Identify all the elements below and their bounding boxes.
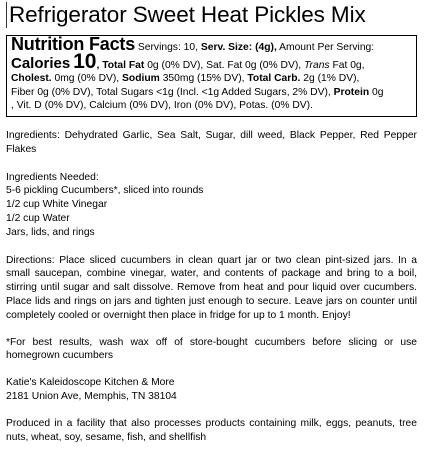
cholesterol-value: 0mg (0% DV), — [54, 73, 120, 85]
ingredients-needed-list — [6, 184, 417, 239]
list-item: 5-6 pickling Cucumbers*, sliced into rounds — [6, 185, 204, 197]
total-carb-label: Total Carb. — [247, 73, 301, 85]
company-name: Katie's Kaleidoscope Kitchen & More — [6, 377, 175, 389]
ingredients-text: Ingredients: Dehydrated Garlic, Sea Salt, Sugar, dill weed, Black Pepper, Red Pepper Flakes — [6, 129, 417, 155]
calories-label: Calories — [11, 54, 71, 72]
list-item: 1/2 cup Water — [6, 212, 70, 224]
servings: Servings: 10, — [137, 42, 198, 53]
fiber-sugars: Fiber 0g (0% DV), Total Sugars <1g (Incl. <1g Added Sugars, 2% DV), — [11, 86, 331, 98]
nutrition-facts-panel: Nutrition Facts Servings: 10, Serv. Size: (4g), Amount Per Serving: Calories 10, Total Fat 0g (0% DV), Sat. Fat 0g (0% DV), Trans Fat 0g, Cholest. 0mg (0% DV), Sodium 350mg (15% DV), Total Carb. 2g (1% DV), Fiber 0g (0% DV), Total Sugars <1g (Incl. <1g Added Sugars, 2% DV), Protein 0g , Vit. D (0% DV), Calcium (0% DV), Iron (0% DV), Potas. (0% DV). — [6, 35, 417, 117]
directions-text: Directions: Place sliced cucumbers in clean quart jar or two clean pint-sized jars. In a small saucepan, combine vinegar, water, and contents of package and bring to a boil, stirring until sugar and salt dissolve. Remove from heat and pour liquid over cucumbers. Place lids and rings on jars and tighten just enough to secure. Leave jars on counter until completely cooled or overnight then place in fridge for up to 1 month. Enjoy! — [6, 254, 417, 321]
cucumber-note: *For best results, wash wax off of store-bought cucumbers before slicing or use homegrown cucumbers — [6, 336, 417, 362]
trans-fat-label: Trans — [304, 59, 330, 71]
serving-size-value: (4g), — [255, 42, 277, 53]
company-address — [6, 376, 417, 404]
vitamins-minerals: , Vit. D (0% DV), Calcium (0% DV), Iron (0% DV), Potas. (0% DV). — [11, 100, 313, 112]
cholesterol-label: Cholest. — [11, 73, 52, 85]
serving-size-label: Serv. Size: — [200, 42, 253, 53]
total-carb-value: 2g (1% DV), — [303, 73, 360, 85]
label-page — [0, 2, 425, 471]
protein-value: 0g — [372, 86, 384, 98]
trans-fat-value: Fat 0g, — [332, 59, 365, 71]
allergen-statement: Produced in a facility that also processes products containing milk, eggs, peanuts, tree nuts, wheat, soy, sesame, fish, and shellfish — [6, 417, 417, 443]
total-fat-label: Total Fat — [102, 59, 145, 71]
total-fat-value: 0g (0% DV), Sat. Fat 0g (0% DV), — [147, 59, 302, 71]
ingredients-needed-heading: Ingredients Needed: — [6, 171, 99, 183]
company-street: 2181 Union Ave, Memphis, TN 38104 — [6, 390, 177, 402]
list-item: Jars, lids, and rings — [6, 226, 95, 238]
nutrition-facts-heading: Nutrition Facts — [11, 34, 136, 54]
list-item: 1/2 cup White Vinegar — [6, 199, 108, 211]
sodium-label: Sodium — [122, 73, 160, 85]
calories-value: 10 — [73, 49, 97, 73]
protein-label: Protein — [333, 86, 370, 98]
product-title: Refrigerator Sweet Heat Pickles Mix — [6, 2, 417, 28]
sodium-value: 350mg (15% DV), — [162, 73, 245, 85]
amount-per-serving: Amount Per Serving: — [279, 42, 375, 53]
ingredients-needed — [6, 171, 417, 240]
